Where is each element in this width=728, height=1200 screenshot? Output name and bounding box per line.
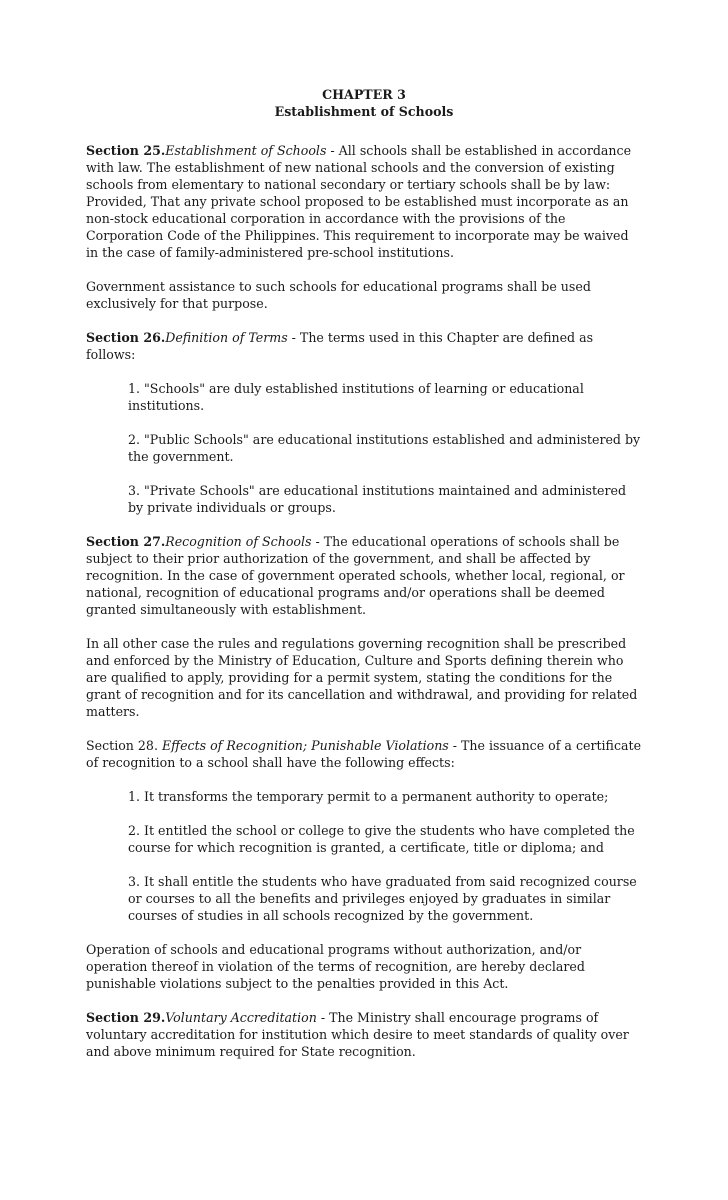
section-29-number: Section 29.: [86, 1010, 166, 1025]
section-28-list: [86, 788, 642, 924]
section-26-list: [86, 380, 642, 516]
section-25-paragraph-2: Government assistance to such schools for educational programs shall be used exclusively for that purpose.: [86, 279, 591, 311]
section-26-paragraph: [86, 329, 642, 363]
list-item: 2. "Public Schools" are educational institutions established and administered by the government.: [128, 432, 641, 464]
section-26-number: Section 26.: [86, 330, 166, 345]
list-item: 1. It transforms the temporary permit to a permanent authority to operate;: [128, 789, 609, 804]
section-29-text: - The Ministry shall encourage programs of voluntary accreditation for institution which desire to meet standards of quality over and above minimum required for State recognition.: [86, 1010, 629, 1059]
section-28-title: Effects of Recognition; Punishable Violations: [161, 738, 449, 753]
section-28-paragraph-2: Operation of schools and educational programs without authorization, and/or operation thereof in violation of the terms of recognition, are hereby declared punishable violations subject to the penalties provided in this Act.: [86, 942, 585, 991]
section-25-text: - All schools shall be established in accordance with law. The establishment of new national schools and the conversion of existing schools from elementary to national secondary or tertiary schools shall be by law: Provided, That any private school proposed to be established must incorporate as an non-stock educational corporation in accordance with the provisions of the Corporation Code of the Philippines. This requirement to incorporate may be waived in the case of family-administered pre-school institutions.: [86, 143, 632, 260]
section-25-title: Establishment of Schools: [165, 143, 327, 158]
section-27-paragraph: [86, 533, 642, 618]
document-page: [86, 86, 642, 1077]
section-28-paragraph: [86, 737, 642, 771]
chapter-header: [86, 86, 642, 120]
chapter-title: Establishment of Schools: [274, 104, 454, 119]
list-item: 3. It shall entitle the students who have graduated from said recognized course or courses to all the benefits and privileges enjoyed by graduates in similar courses of studies in all schools recognized by the government.: [128, 874, 637, 923]
list-item: 2. It entitled the school or college to give the students who have completed the course for which recognition is granted, a certificate, title or diploma; and: [128, 823, 635, 855]
section-27-number: Section 27.: [86, 534, 166, 549]
section-25-paragraph: [86, 142, 642, 261]
section-26-title: Definition of Terms: [165, 330, 288, 345]
section-26-text: - The terms used in this Chapter are defined as follows:: [86, 330, 594, 362]
section-29-paragraph: [86, 1009, 642, 1060]
section-27-text: - The educational operations of schools shall be subject to their prior authorization of the government, and shall be affected by recognition. In the case of government operated schools, whether local, regional, or national, recognition of educational programs and/or operations shall be deemed granted simultaneously with establishment.: [86, 534, 625, 617]
section-27-title: Recognition of Schools: [165, 534, 312, 549]
section-28-text: - The issuance of a certificate of recognition to a school shall have the following effects:: [86, 738, 642, 770]
section-29-title: Voluntary Accreditation: [165, 1010, 317, 1025]
chapter-number: CHAPTER 3: [322, 87, 406, 102]
section-25-number: Section 25.: [86, 143, 166, 158]
list-item: 1. "Schools" are duly established institutions of learning or educational institutions.: [128, 381, 584, 413]
list-item: 3. "Private Schools" are educational institutions maintained and administered by private individuals or groups.: [128, 483, 627, 515]
section-27-paragraph-2: In all other case the rules and regulations governing recognition shall be prescribed and enforced by the Ministry of Education, Culture and Sports defining therein who are qualified to apply, providing for a permit system, stating the conditions for the grant of recognition and for its cancellation and withdrawal, and providing for related matters.: [86, 636, 638, 719]
section-28-number: Section 28.: [86, 738, 162, 753]
